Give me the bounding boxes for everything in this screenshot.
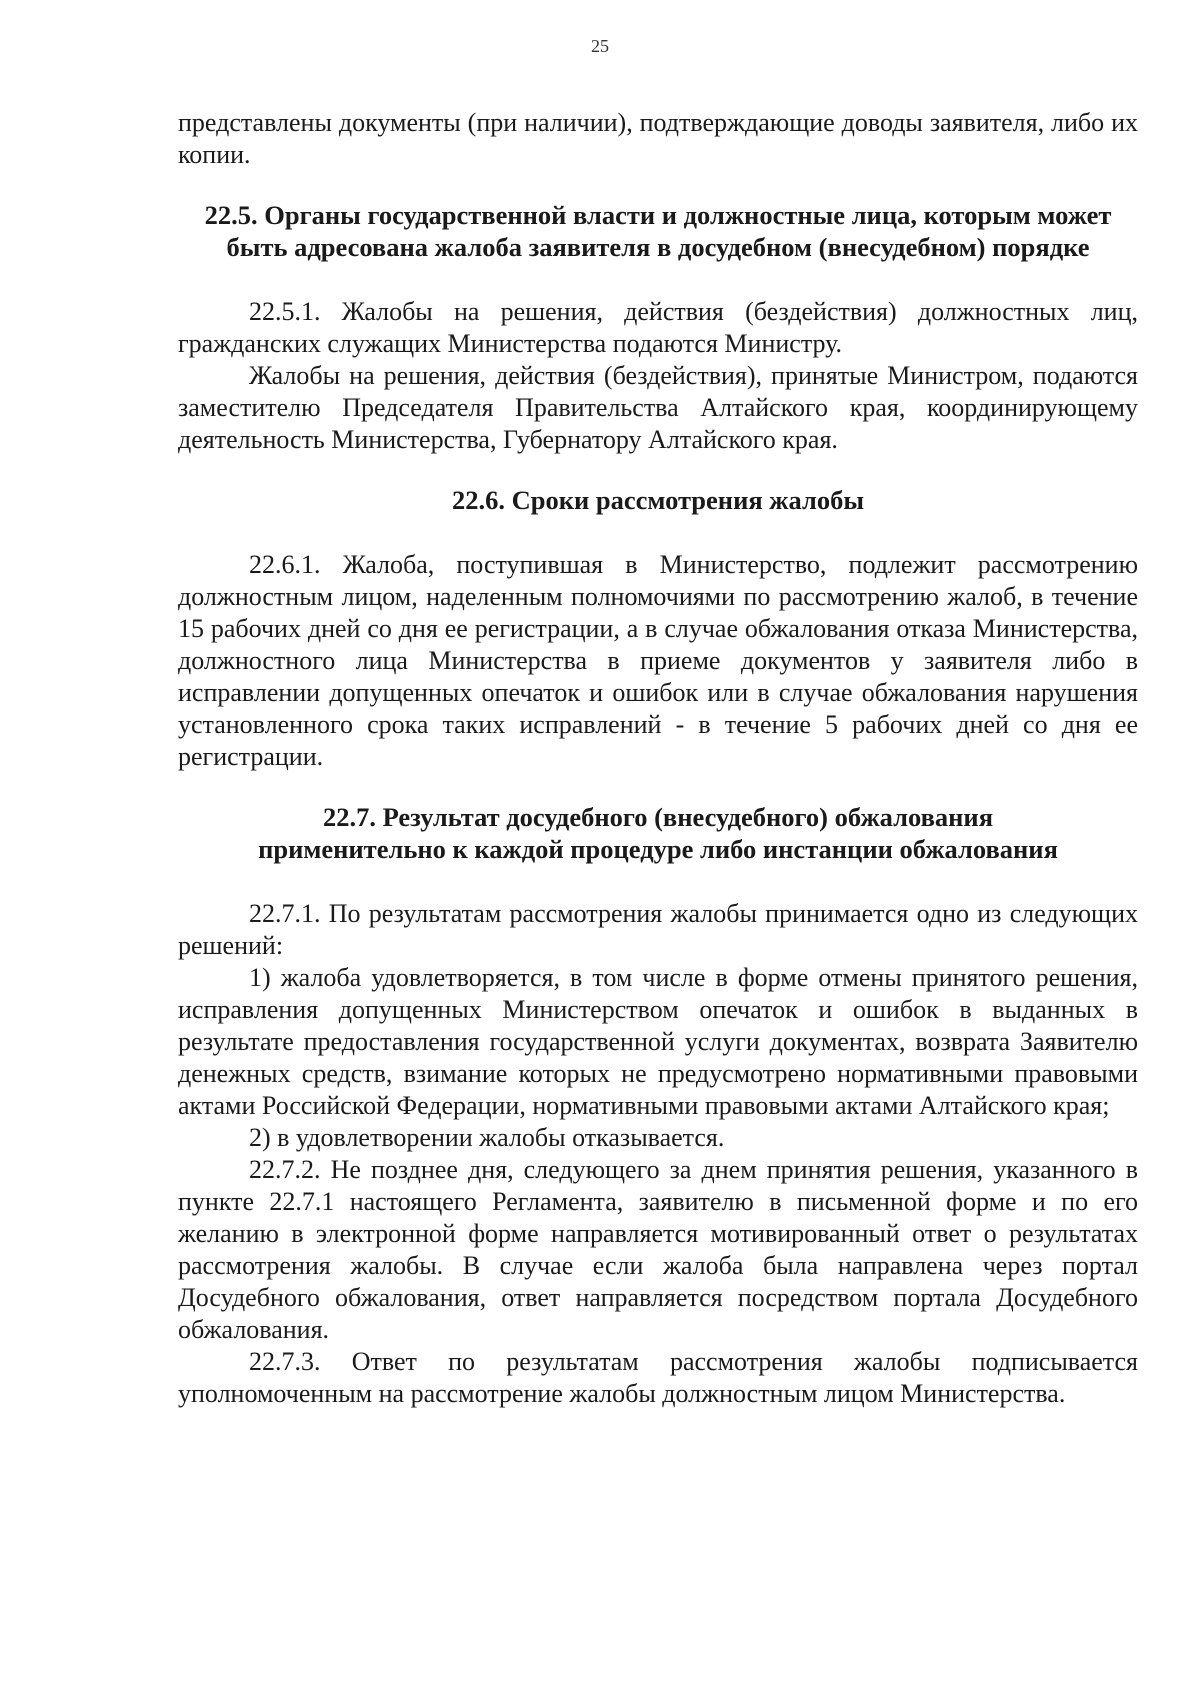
paragraph-22-5-1-cont: Жалобы на решения, действия (бездействия), принятые Министром, подаются заместителю Председателя Правительства Алтайского края, координирующему деятельность Министерства, Губернатору Алтайского края. <box>178 361 1138 454</box>
section-22-7-heading-line2: применительно к каждой процедуре либо инстанции обжалования <box>258 834 1058 864</box>
section-22-5-heading-line2: быть адресована жалоба заявителя в досудебном (внесудебном) порядке <box>226 232 1090 262</box>
intro-paragraph: представлены документы (при наличии), подтверждающие доводы заявителя, либо их копии. <box>178 108 1138 169</box>
page-number: 25 <box>591 36 609 56</box>
paragraph-22-7-1: 22.7.1. По результатам рассмотрения жалобы принимается одно из следующих решений: <box>178 899 1138 960</box>
paragraph-22-7-1-item-1: 1) жалоба удовлетворяется, в том числе в форме отмены принятого решения, исправления допущенных Министерством опечаток и ошибок в выданных в результате предоставления государственной услуги документах, возврата Заявителю денежных средств, взимание которых не предусмотрено нормативными правовыми актами Российской Федерации, нормативными правовыми актами Алтайского края; <box>178 963 1138 1120</box>
section-22-7-heading <box>178 801 1138 865</box>
paragraph-22-6-1: 22.6.1. Жалоба, поступившая в Министерство, подлежит рассмотрению должностным лицом, наделенным полномочиями по рассмотрению жалоб, в течение 15 рабочих дней со дня ее регистрации, а в случае обжалования отказа Министерства, должностного лица Министерства в приеме документов у заявителя либо в исправлении допущенных опечаток и ошибок или в случае обжалования нарушения установленного срока таких исправлений - в течение 5 рабочих дней со дня ее регистрации. <box>178 550 1138 771</box>
section-22-5-heading-line1: 22.5. Органы государственной власти и должностные лица, которым может <box>204 200 1112 230</box>
paragraph-22-5-1: 22.5.1. Жалобы на решения, действия (бездействия) должностных лиц, гражданских служащих Министерства подаются Министру. <box>178 297 1138 358</box>
section-22-7-heading-line1: 22.7. Результат досудебного (внесудебного) обжалования <box>322 802 994 832</box>
paragraph-22-7-2: 22.7.2. Не позднее дня, следующего за днем принятия решения, указанного в пункте 22.7.1 настоящего Регламента, заявителю в письменной форме и по его желанию в электронной форме направляется мотивированный ответ о результатах рассмотрения жалобы. В случае если жалоба была направлена через портал Досудебного обжалования, ответ направляется посредством портала Досудебного обжалования. <box>178 1155 1138 1344</box>
paragraph-22-7-1-item-2: 2) в удовлетворении жалобы отказывается. <box>249 1123 725 1152</box>
paragraph-22-7-3: 22.7.3. Ответ по результатам рассмотрения жалобы подписывается уполномоченным на рассмотрение жалобы должностным лицом Министерства. <box>178 1347 1138 1408</box>
section-22-6-heading <box>178 484 1138 516</box>
document-body <box>178 107 1138 1410</box>
section-22-5-heading <box>178 199 1138 263</box>
section-22-6-heading-line: 22.6. Сроки рассмотрения жалобы <box>451 485 865 515</box>
